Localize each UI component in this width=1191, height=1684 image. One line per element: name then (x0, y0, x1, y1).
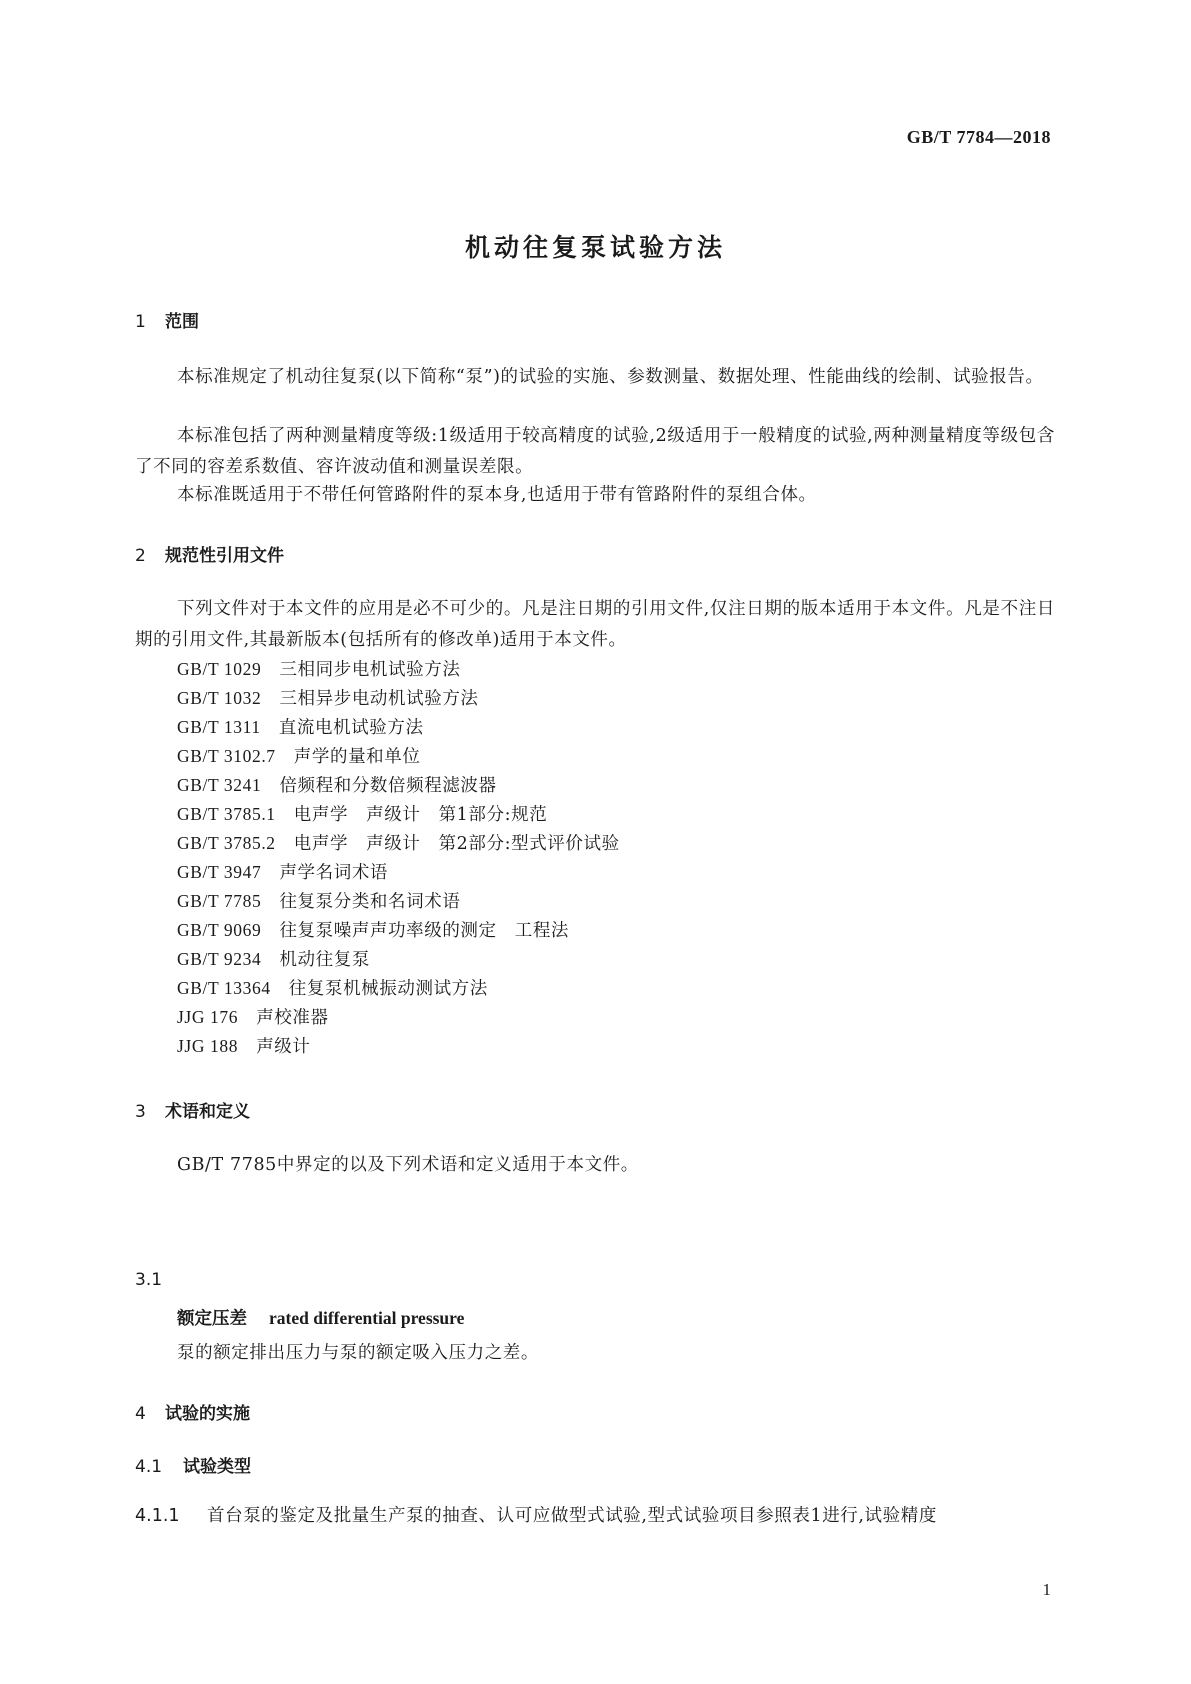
subsection-title: 试验类型 (183, 1457, 251, 1477)
reference-code: GB/T 9069 (177, 920, 262, 940)
reference-item (177, 975, 488, 1000)
section-number: 3 (135, 1102, 146, 1122)
reference-title: 往复泵分类和名词术语 (279, 892, 461, 912)
document-title: 机动往复泵试验方法 (464, 233, 726, 262)
reference-item (177, 743, 420, 768)
reference-title: 三相异步电动机试验方法 (279, 689, 479, 709)
reference-title: 声级计 (256, 1037, 311, 1057)
section-number: 1 (135, 312, 146, 332)
paragraph: GB/T 7785中界定的以及下列术语和定义适用于本文件。 (177, 1155, 639, 1175)
reference-item (177, 859, 388, 884)
reference-item (177, 888, 460, 913)
section-number: 2 (135, 546, 146, 566)
term-name-zh: 额定压差 (177, 1309, 247, 1329)
section-title: 规范性引用文件 (165, 546, 284, 566)
reference-code: GB/T 3785.1 (177, 804, 276, 824)
reference-title: 声校准器 (256, 1008, 329, 1028)
paragraph: 本标准规定了机动往复泵(以下简称“泵”)的试验的实施、参数测量、数据处理、性能曲线的绘制、试验报告。 (177, 367, 1044, 387)
reference-code: GB/T 1029 (177, 659, 262, 679)
reference-title: 电声学 声级计 第1部分:规范 (293, 805, 548, 825)
reference-code: GB/T 3785.2 (177, 833, 276, 853)
clause-text: 首台泵的鉴定及批量生产泵的抽查、认可应做型式试验,型式试验项目参照表1进行,试验精度 (207, 1506, 937, 1526)
reference-title: 机动往复泵 (279, 950, 370, 970)
section-title: 试验的实施 (165, 1404, 250, 1424)
reference-code: GB/T 3241 (177, 775, 262, 795)
standard-code: GB/T 7784—2018 (906, 127, 1051, 147)
section-title: 术语和定义 (165, 1102, 250, 1122)
reference-code: GB/T 13364 (177, 978, 271, 998)
reference-code: GB/T 3102.7 (177, 746, 276, 766)
reference-title: 电声学 声级计 第2部分:型式评价试验 (293, 834, 620, 854)
reference-code: GB/T 9234 (177, 949, 262, 969)
reference-item (177, 656, 460, 681)
paragraph: 下列文件对于本文件的应用是必不可少的。凡是注日期的引用文件,仅注日期的版本适用于本文件。凡是不注日期的引用文件,其最新版本(包括所有的修改单)适用于本文件。 (135, 599, 1055, 650)
term-definition: 泵的额定排出压力与泵的额定吸入压力之差。 (177, 1343, 539, 1363)
reference-item (177, 1033, 311, 1058)
reference-item (177, 772, 497, 797)
section-3-heading (135, 1097, 250, 1122)
subsection-heading (135, 1452, 251, 1477)
reference-code: JJG 188 (177, 1036, 239, 1056)
reference-code: GB/T 3947 (177, 862, 262, 882)
clause (135, 1502, 937, 1527)
section-number: 4 (135, 1404, 146, 1424)
reference-code: GB/T 1311 (177, 717, 261, 737)
reference-item (177, 917, 569, 942)
page-number: 1 (1042, 1580, 1051, 1599)
reference-item (177, 801, 547, 826)
term-number: 3.1 (135, 1270, 163, 1290)
reference-title: 往复泵机械振动测试方法 (288, 979, 488, 999)
section-1-heading (135, 307, 199, 332)
reference-title: 往复泵噪声声功率级的测定 工程法 (279, 921, 570, 941)
section-4-heading (135, 1399, 250, 1424)
term-name (177, 1305, 464, 1330)
reference-title: 三相同步电机试验方法 (279, 660, 461, 680)
reference-item (177, 946, 370, 971)
reference-code: GB/T 1032 (177, 688, 262, 708)
section-title: 范围 (165, 312, 199, 332)
reference-title: 声学名词术语 (279, 863, 389, 883)
reference-item (177, 830, 620, 855)
paragraph: 本标准包括了两种测量精度等级:1级适用于较高精度的试验,2级适用于一般精度的试验,两种测量精度等级包含了不同的容差系数值、容许波动值和测量误差限。 (135, 426, 1055, 477)
reference-code: JJG 176 (177, 1007, 239, 1027)
reference-title: 直流电机试验方法 (278, 718, 424, 738)
reference-item (177, 714, 424, 739)
paragraph: 本标准既适用于不带任何管路附件的泵本身,也适用于带有管路附件的泵组合体。 (177, 485, 817, 505)
term-name-en: rated differential pressure (269, 1308, 465, 1328)
reference-title: 倍频程和分数倍频程滤波器 (279, 776, 497, 796)
reference-code: GB/T 7785 (177, 891, 262, 911)
subsection-number: 4.1 (135, 1457, 163, 1477)
reference-item (177, 1004, 329, 1029)
section-2-heading (135, 541, 284, 566)
clause-number: 4.1.1 (135, 1506, 180, 1526)
reference-item (177, 685, 479, 710)
reference-title: 声学的量和单位 (293, 747, 421, 767)
